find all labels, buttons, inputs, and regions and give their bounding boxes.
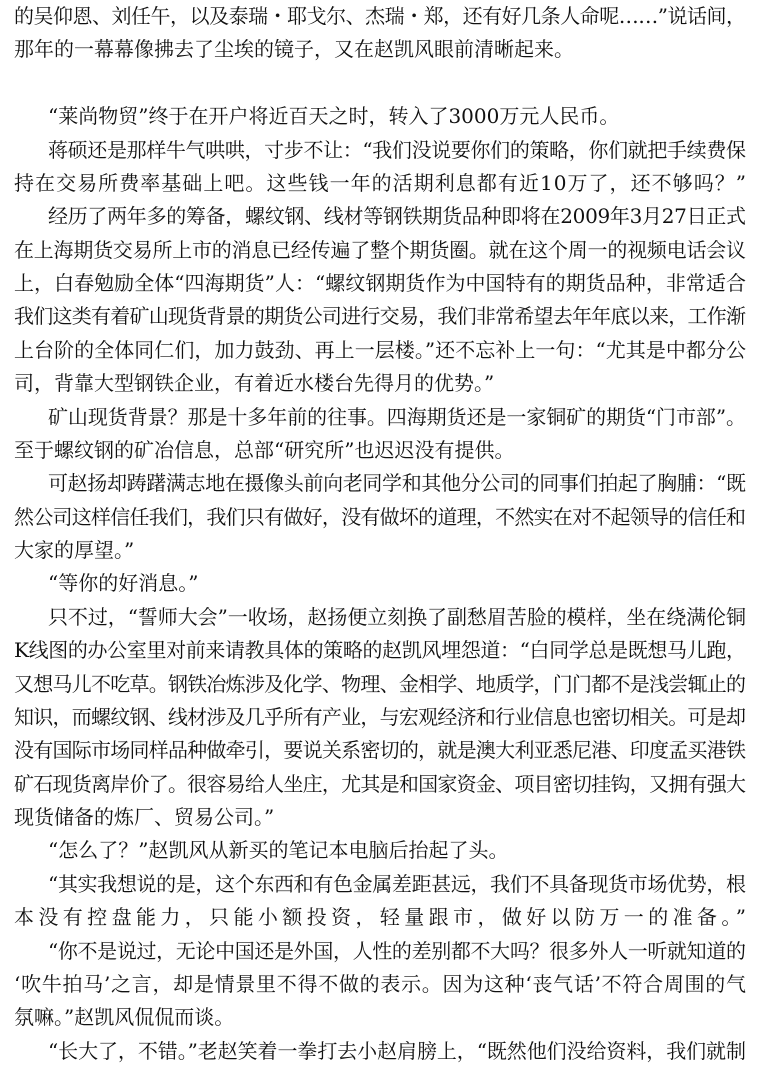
text-line xyxy=(0,100,758,133)
text-line xyxy=(0,1035,758,1068)
line-text: 只不过，“誓师大会”一收场，赵扬便立刻换了副愁眉苦脸的模样，坐在绕满伦铜 xyxy=(48,605,746,629)
text-line xyxy=(0,234,758,267)
text-line xyxy=(0,401,758,434)
line-text: “莱尚物贸”终于在开户将近百天之时，转入了3000万元人民币。 xyxy=(48,104,620,128)
line-text: 至于螺纹钢的矿冶信息，总部“研究所”也迟迟没有提供。 xyxy=(14,438,515,462)
text-line xyxy=(0,267,758,300)
text-line xyxy=(0,935,758,968)
text-line xyxy=(0,668,758,701)
line-text: “你不是说过，无论中国还是外国，人性的差别都不大吗？很多外人一听就知道的 xyxy=(48,939,746,963)
line-text: 大家的厚望。” xyxy=(14,538,135,562)
text-line xyxy=(0,1001,758,1034)
line-text: “等你的好消息。” xyxy=(48,571,199,595)
text-line xyxy=(0,701,758,734)
line-text: 矿山现货背景？那是十多年前的往事。四海期货还是一家铜矿的期货“门市部”。 xyxy=(48,405,746,429)
text-line xyxy=(0,768,758,801)
text-line xyxy=(0,868,758,901)
text-line xyxy=(0,834,758,867)
line-text: 知识，而螺纹钢、线材涉及几乎所有产业，与宏观经济和行业信息也密切相关。可是却 xyxy=(14,705,746,729)
line-text: 没有国际市场同样品种做牵引，要说关系密切的，就是澳大利亚悉尼港、印度孟买港铁 xyxy=(14,738,746,762)
line-text: 司，背靠大型钢铁企业，有着近水楼台先得月的优势。” xyxy=(14,371,495,395)
line-text: 那年的一幕幕像拂去了尘埃的镜子，又在赵凯风眼前清晰起来。 xyxy=(14,37,574,61)
text-line xyxy=(0,334,758,367)
text-line xyxy=(0,367,758,400)
text-line xyxy=(0,634,758,667)
text-line xyxy=(0,968,758,1001)
text-line xyxy=(0,801,758,834)
line-text: 然公司这样信任我们，我们只有做好，没有做坏的道理，不然实在对不起领导的信任和 xyxy=(14,505,746,529)
text-line xyxy=(0,0,758,33)
line-text: 现货储备的炼厂、贸易公司。” xyxy=(14,805,275,829)
line-text: 在上海期货交易所上市的消息已经传遍了整个期货圈。就在这个周一的视频电话会议 xyxy=(14,238,746,262)
text-line xyxy=(0,567,758,600)
text-line xyxy=(0,134,758,167)
text-line xyxy=(0,901,758,934)
line-text: 又想马儿不吃草。钢铁冶炼涉及化学、物理、金相学、地质学，门门都不是浅尝辄止的 xyxy=(14,672,746,696)
line-text: 持在交易所费率基础上吧。这些钱一年的活期利息都有近10万了，还不够吗？” xyxy=(14,171,748,195)
line-text: 本没有控盘能力，只能小额投资，轻量跟市，做好以防万一的准备。” xyxy=(14,905,751,929)
line-text: 的吴仰恩、刘任午，以及泰瑞・耶戈尔、杰瑞・郑，还有好几条人命呢……”说话间， xyxy=(14,4,746,28)
text-line xyxy=(0,534,758,567)
line-text: 我们这类有着矿山现货背景的期货公司进行交易，我们非常希望去年年底以来，工作渐 xyxy=(14,304,746,328)
line-text: 蒋硕还是那样牛气哄哄，寸步不让：“我们没说要你们的策略，你们就把手续费保 xyxy=(48,138,746,162)
text-line xyxy=(0,734,758,767)
line-text: 经历了两年多的筹备，螺纹钢、线材等钢铁期货品种即将在2009年3月27日正式 xyxy=(48,204,746,228)
line-text: “怎么了？”赵凯风从新买的笔记本电脑后抬起了头。 xyxy=(48,838,509,862)
text-line xyxy=(0,300,758,333)
text-line xyxy=(0,467,758,500)
line-text: ‘吹牛拍马’之言，却是情景里不得不做的表示。因为这种‘丧气话’不符合周围的气 xyxy=(14,972,747,996)
text-line xyxy=(0,434,758,467)
line-text: 矿石现货离岸价了。很容易给人坐庄，尤其是和国家资金、项目密切挂钩，又拥有强大 xyxy=(14,772,746,796)
line-text: “长大了，不错。”老赵笑着一拳打去小赵肩膀上，“既然他们没给资料，我们就制 xyxy=(48,1039,746,1063)
text-line xyxy=(0,33,758,66)
line-text: 可赵扬却踌躇满志地在摄像头前向老同学和其他分公司的同事们拍起了胸脯：“既 xyxy=(48,471,746,495)
line-text: “其实我想说的是，这个东西和有色金属差距甚远，我们不具备现货市场优势，根 xyxy=(48,872,746,896)
text-line xyxy=(0,200,758,233)
text-line xyxy=(0,501,758,534)
text-line xyxy=(0,167,758,200)
line-text: K线图的办公室里对前来请教具体的策略的赵凯风埋怨道：“白同学总是既想马儿跑， xyxy=(14,638,746,662)
line-text: 氛嘛。”赵凯风侃侃而谈。 xyxy=(14,1005,235,1029)
line-text: 上，白春勉励全体“四海期货”人：“螺纹钢期货作为中国特有的期货品种，非常适合 xyxy=(14,271,747,295)
text-line xyxy=(0,601,758,634)
line-text: 上台阶的全体同仁们，加力鼓劲、再上一层楼。”还不忘补上一句：“尤其是中都分公 xyxy=(14,338,747,362)
